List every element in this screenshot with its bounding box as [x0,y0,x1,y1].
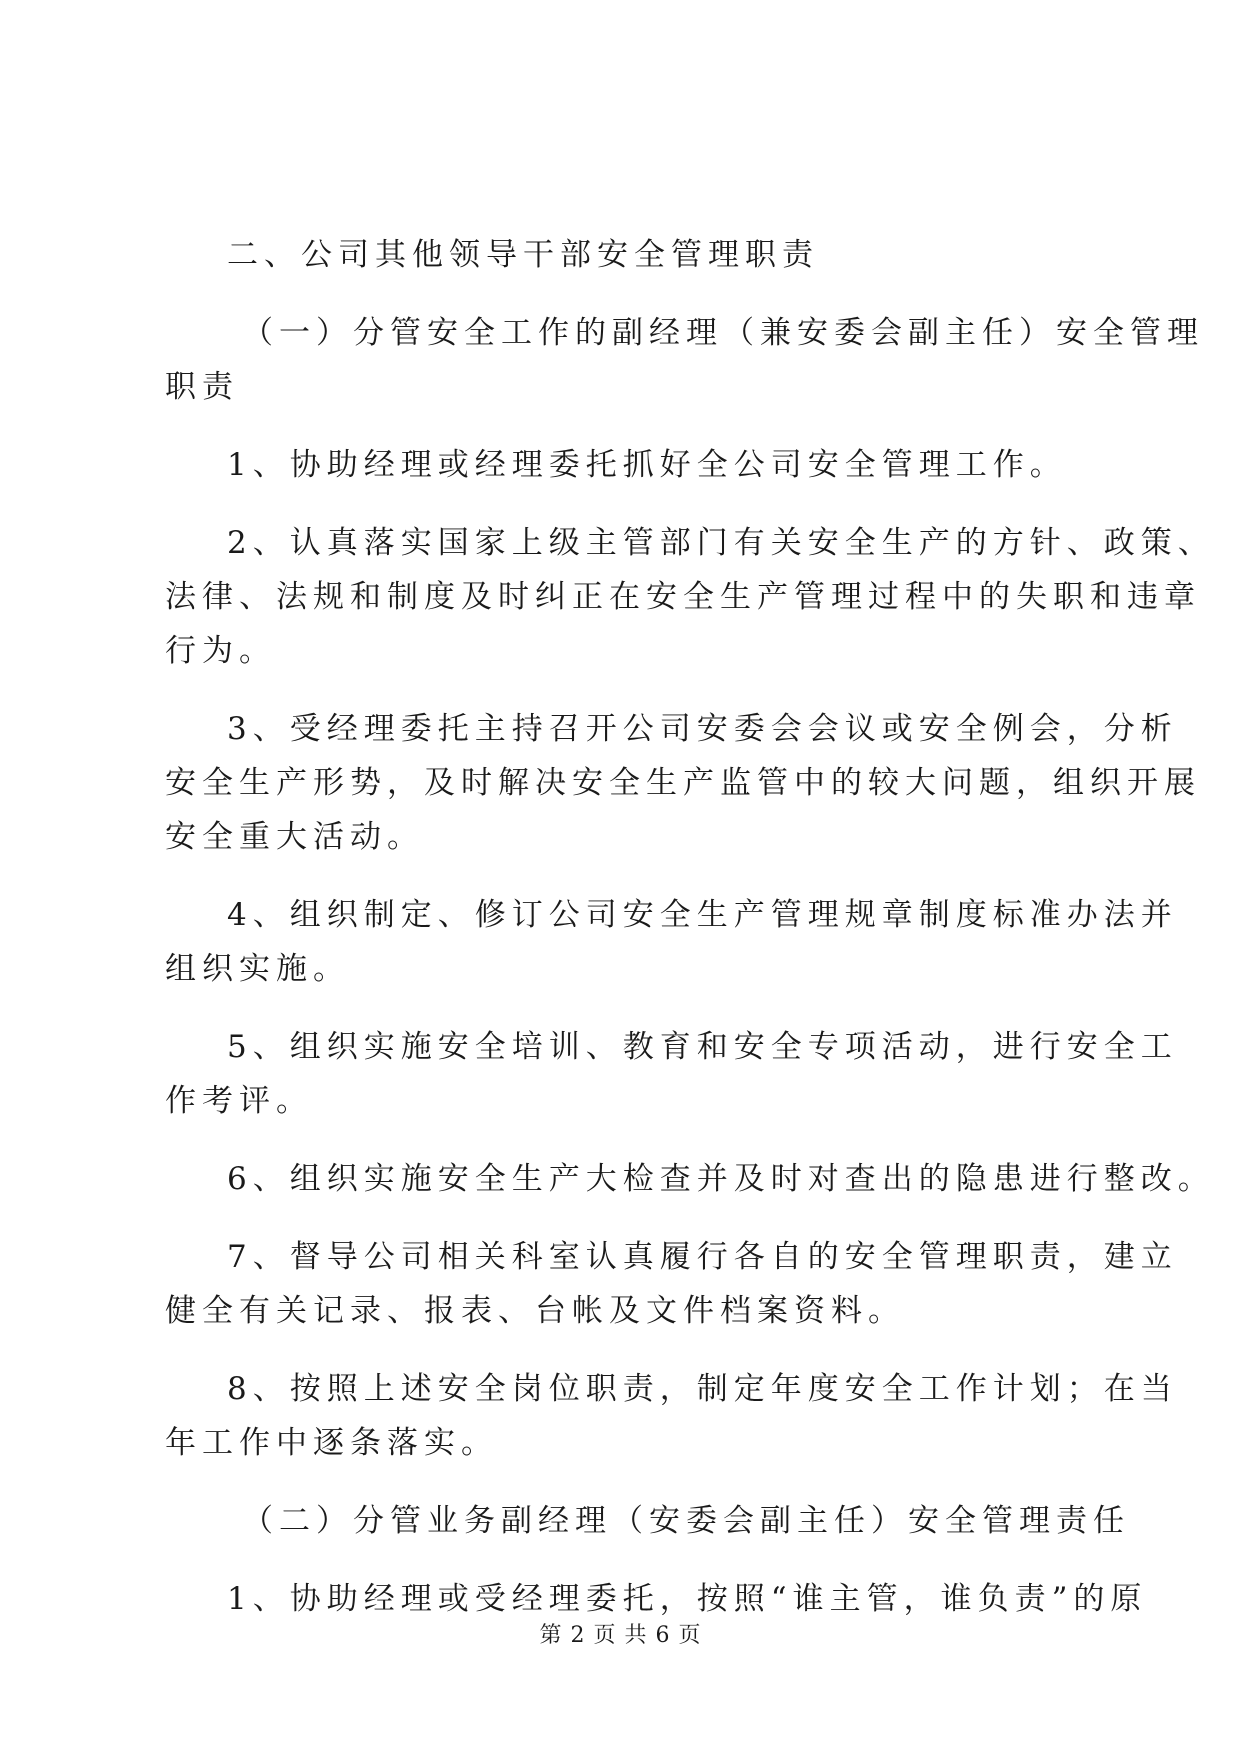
section-heading: 二、公司其他领导干部安全管理职责 [227,237,819,273]
paragraph-line: 4、组织制定、修订公司安全生产管理规章制度标准办法并 [227,897,1178,933]
paragraph-line: 7、督导公司相关科室认真履行各自的安全管理职责，建立 [227,1239,1178,1275]
paragraph-line: 行为。 [165,633,276,669]
paragraph-line: 安全重大活动。 [165,819,424,855]
paragraph-line: 2、认真落实国家上级主管部门有关安全生产的方针、政策、 [227,525,1215,561]
paragraph-line: 组织实施。 [165,951,350,987]
paragraph-line: 健全有关记录、报表、台帐及文件档案资料。 [165,1293,905,1329]
paragraph-line: 3、受经理委托主持召开公司安委会会议或安全例会，分析 [227,711,1178,747]
subsection-heading: （一）分管安全工作的副经理（兼安委会副主任）安全管理 [242,315,1204,351]
subsection-heading-continued: 职责 [165,369,239,405]
document-body [165,228,1215,1626]
paragraph-line: 6、组织实施安全生产大检查并及时对查出的隐患进行整改。 [227,1161,1215,1197]
page-number-footer: 第 2 页 共 6 页 [539,1623,702,1648]
paragraph-line: 作考评。 [165,1083,313,1119]
paragraph-line: 8、按照上述安全岗位职责，制定年度安全工作计划；在当 [227,1371,1178,1407]
paragraph-line: 1、协助经理或受经理委托，按照“谁主管，谁负责”的原 [227,1581,1148,1617]
subsection-heading: （二）分管业务副经理（安委会副主任）安全管理责任 [242,1503,1130,1539]
paragraph-line: 1、协助经理或经理委托抓好全公司安全管理工作。 [227,447,1067,483]
paragraph-line: 5、组织实施安全培训、教育和安全专项活动，进行安全工 [227,1029,1178,1065]
paragraph-line: 年工作中逐条落实。 [165,1425,498,1461]
paragraph-line: 法律、法规和制度及时纠正在安全生产管理过程中的失职和违章 [165,579,1201,615]
paragraph-line: 安全生产形势，及时解决安全生产监管中的较大问题，组织开展 [165,765,1201,801]
